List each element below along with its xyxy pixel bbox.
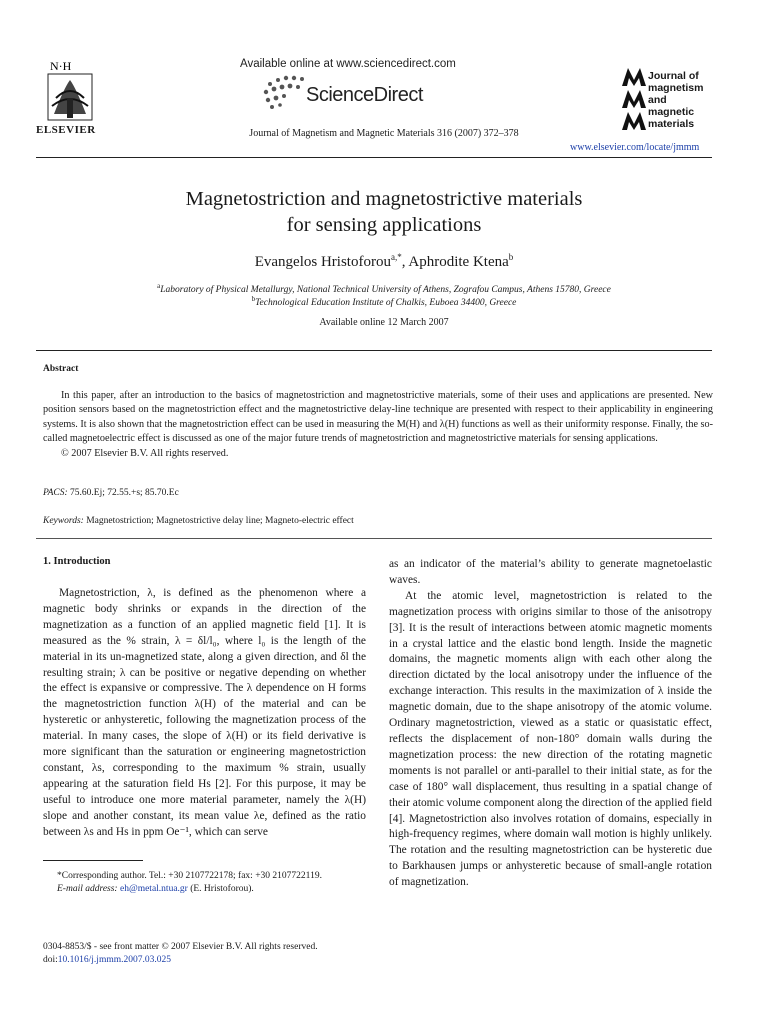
author-list bbox=[0, 252, 768, 271]
email-line bbox=[43, 883, 373, 896]
doi-link[interactable]: 10.1016/j.jmmm.2007.03.025 bbox=[57, 955, 171, 965]
pacs-label: PACS: bbox=[43, 488, 68, 498]
jmmm-logo-line: Journal of bbox=[648, 70, 699, 82]
article-title bbox=[0, 186, 768, 238]
section-heading: 1. Introduction bbox=[43, 556, 111, 567]
author-affiliation-mark: b bbox=[508, 252, 514, 262]
author-name: Evangelos Hristoforou bbox=[254, 254, 391, 270]
affiliation-b bbox=[0, 295, 768, 308]
intro-paragraph: Magnetostriction, λ, is defined as the phenomenon where a magnetic body shrinks or expands in the direction of the magnetization as a function of an applied magnetic field [1]. It is measured as the % strain, λ = δl/l₀, where l₀ is the length of the material in its un-magnetized state, along a given direction, and δl the resulting strain; λ can be positive or negative depending on whether the effect is expansive or compressive. The λ dependence on H forms the magnetostriction function λ(H) of the material and can be hysteretic or anhysteretic, following the magnetization process of the material. In many cases, the slope of λ(H) or its field derivative is more significant than the saturation or engineering magnetostriction constant, λs, corresponding to the maximum % strain, usually appearing at the saturation field Hs [2]. For this purpose, it may be useful to introduce one more material parameter, namely the λ(H) slope and another constant, its mean value λe, defined as the ratio between λs and Hs in ppm Oe⁻¹, which can serve bbox=[43, 587, 366, 838]
affiliation-mark: b bbox=[251, 295, 256, 303]
journal-url-link[interactable]: www.elsevier.com/locate/jmmm bbox=[570, 142, 700, 153]
pacs-codes bbox=[43, 488, 179, 498]
email-owner: (E. Hristoforou). bbox=[187, 884, 254, 894]
abstract-copyright: © 2007 Elsevier B.V. All rights reserved. bbox=[61, 447, 229, 459]
doi-line bbox=[43, 954, 373, 967]
jmmm-logo-text bbox=[648, 70, 703, 130]
atomic-level-paragraph: At the atomic level, magnetostriction is related to the magnetization process with origins similar to those of the anisotropy [3]. It is the result of interactions between atomic magnetic moments in a crystal lattice and the elastic bond length. Inside the magnetic domains, the magnetic moments align with each other along the direction dictated by the local anisotropy under the influence of the exchange interaction. This results in the maximization of λ inside the magnetic domain, due to the shape anisotropy of the atomic volume. Ordinary magnetostriction, viewed as a static or quasistatic effect, reflects the displacement of non-180° domain walls during the magnetization process: the new direction of the rotating magnetic moments is not parallel or anti-parallel to their initial state, as for the case of 180° wall displacement, thus resulting in a spatial change of their atomic volume component along the direction of the applied field [4]. Magnetostriction also involves rotation of domains, especially in high-frequency regimes, where domain wall motion is highly unlikely. The rotation and the resulting magnetostriction can be hysteretic due to Barkhausen jumps or anhysteretic because of small-angle rotation of magnetization. bbox=[389, 589, 712, 889]
right-column bbox=[389, 557, 712, 891]
pacs-values: 75.60.Ej; 72.55.+s; 85.70.Ec bbox=[67, 488, 179, 498]
keywords-label: Keywords: bbox=[43, 516, 84, 526]
footnote-divider bbox=[43, 860, 143, 861]
elsevier-wordmark: ELSEVIER bbox=[36, 124, 96, 136]
affiliation-mark: a bbox=[157, 282, 161, 290]
left-column bbox=[43, 586, 366, 841]
affiliation-a bbox=[0, 282, 768, 295]
nh-mark: N·H bbox=[50, 59, 72, 73]
affiliation-text: Technological Education Institute of Chalkis, Euboea 34400, Greece bbox=[255, 298, 517, 309]
author-separator: , bbox=[401, 254, 409, 270]
abstract-heading: Abstract bbox=[43, 364, 79, 374]
issn-line: 0304-8853/$ - see front matter © 2007 Elsevier B.V. All rights reserved. bbox=[43, 942, 318, 952]
jmmm-logo-line: and bbox=[648, 94, 667, 106]
keywords-values: Magnetostriction; Magnetostrictive delay line; Magneto-electric effect bbox=[83, 516, 354, 526]
available-online-date: Available online 12 March 2007 bbox=[319, 317, 449, 328]
abstract-text: In this paper, after an introduction to the basics of magnetostriction and magnetostrictive materials, some of their uses and applications are presented. New position sensors based on the magnetostriction effect and the magnetostrictive delay-line technique are presented with respect to their applicability in engineering systems. It is also shown that the magnetostriction effect can be used in measuring the M(H) and λ(H) functions as well as their uniformity response. Finally, the so-called magnetoelectric effect is discussed as one of the major future trends of magnetostriction and magnetostrictive materials for sensing applications. bbox=[43, 390, 713, 445]
continuation-paragraph: as an indicator of the material’s ability to generate magnetoelastic waves. bbox=[389, 558, 712, 586]
keywords bbox=[43, 516, 354, 526]
abstract-body bbox=[43, 389, 713, 461]
affiliation-text: Laboratory of Physical Metallurgy, National Technical University of Athens, Zografou Campus, Athens 15780, Greece bbox=[160, 285, 611, 296]
journal-citation: Journal of Magnetism and Magnetic Materials 316 (2007) 372–378 bbox=[249, 128, 519, 139]
header-divider bbox=[36, 157, 712, 158]
author-affiliation-mark: a,* bbox=[390, 252, 402, 262]
front-matter bbox=[43, 941, 373, 967]
email-link[interactable]: eh@metal.ntua.gr bbox=[117, 884, 188, 894]
title-line: for sensing applications bbox=[286, 214, 482, 236]
doi-label: doi: bbox=[43, 955, 58, 965]
footnote bbox=[43, 870, 373, 896]
jmmm-logo-line: magnetic bbox=[648, 106, 695, 118]
body-divider bbox=[36, 538, 712, 539]
title-line: Magnetostriction and magnetostrictive materials bbox=[185, 188, 583, 210]
corresponding-author-note: *Corresponding author. Tel.: +30 2107722178; fax: +30 2107722119. bbox=[57, 871, 322, 881]
abstract-divider bbox=[36, 350, 712, 351]
sciencedirect-wordmark: ScienceDirect bbox=[306, 84, 423, 106]
jmmm-logo-line: magnetism bbox=[648, 82, 704, 94]
author-name: Aphrodite Ktena bbox=[408, 254, 509, 270]
available-online-banner[interactable]: Available online at www.sciencedirect.com bbox=[240, 58, 456, 70]
email-label: E-mail address: bbox=[57, 884, 118, 894]
jmmm-logo-line: materials bbox=[648, 118, 695, 130]
